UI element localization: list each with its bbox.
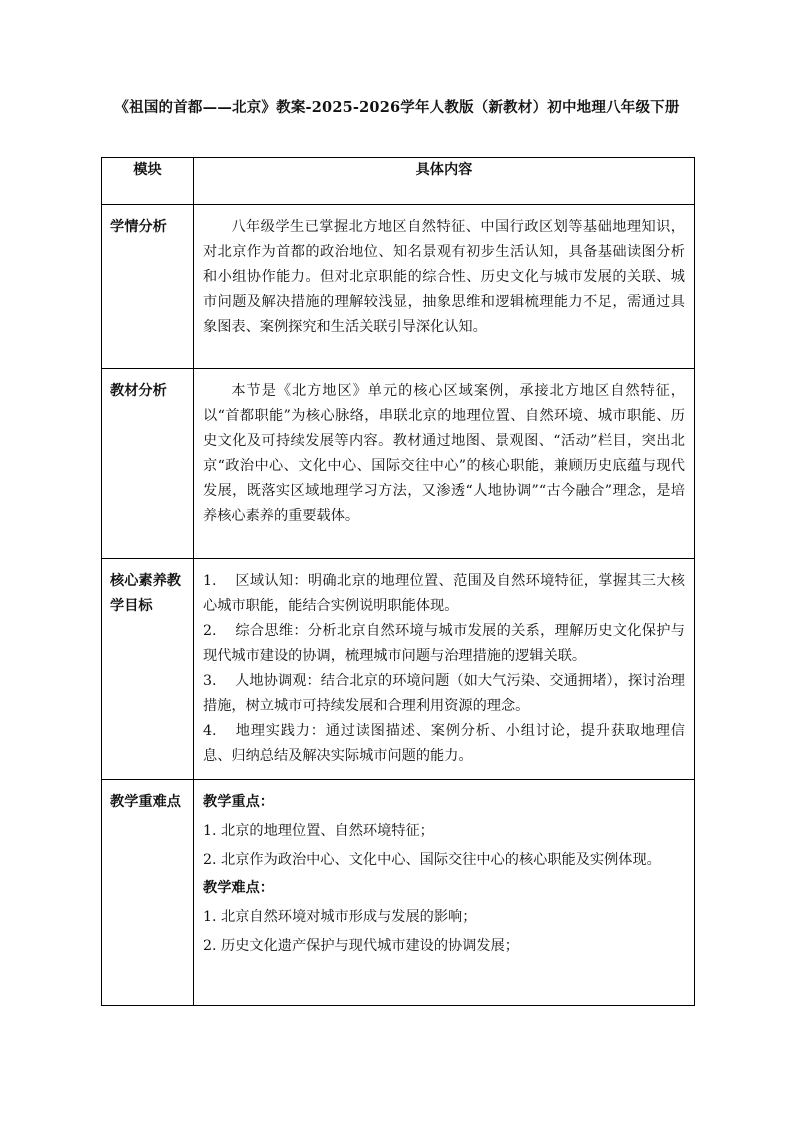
row-content (194, 780, 695, 1006)
lesson-plan-table (101, 157, 695, 1006)
goal-item (203, 569, 685, 619)
focus-item: 2. 北京作为政治中心、文化中心、国际交往中心的核心职能及实例体现。 (203, 852, 661, 868)
row-label: 学情分析 (102, 205, 194, 369)
goal-text: 地理实践力：通过读图描述、案例分析、小组讨论，提升获取地理信息、归纳总结及解决实际城市问题的能力。 (203, 723, 685, 764)
row-label: 教材分析 (102, 369, 194, 559)
row-core-goals (102, 559, 695, 780)
focus-item: 1. 北京的地理位置、自然环境特征； (203, 823, 434, 839)
difficulty-item: 2. 历史文化遗产保护与现代城市建设的协调发展； (203, 938, 519, 954)
row-content (194, 369, 695, 559)
student-analysis-text: 八年级学生已掌握北方地区自然特征、中国行政区划等基础地理知识，对北京作为首都的政治地位、知名景观有初步生活认知，具备基础读图分析和小组协作能力。但对北京职能的综合性、历史文化与城市发展的关联、城市问题及解决措施的理解较浅显，抽象思维和逻辑梳理能力不足，需通过具象图表、案例探究和生活关联引导深化认知。 (203, 219, 685, 335)
row-content (194, 559, 695, 780)
goal-number: 1. (203, 573, 217, 589)
row-label: 核心素养教学目标 (102, 559, 194, 780)
goal-number: 4. (203, 723, 217, 739)
header-content: 具体内容 (194, 158, 695, 205)
focus-heading: 教学重点： (203, 794, 274, 810)
row-label: 教学重难点 (102, 780, 194, 1006)
row-student-analysis (102, 205, 695, 369)
goal-number: 3. (203, 673, 217, 689)
goal-item (203, 669, 685, 719)
difficulty-heading: 教学难点： (203, 880, 274, 896)
header-module: 模块 (102, 158, 194, 205)
difficulty-item: 1. 北京自然环境对城市形成与发展的影响； (203, 909, 477, 925)
document-title: 《祖国的首都——北京》教案-2025-2026学年人教版（新教材）初中地理八年级下册 (114, 99, 680, 116)
textbook-analysis-text: 本节是《北方地区》单元的核心区域案例，承接北方地区自然特征，以“首都职能”为核心脉络，串联北京的地理位置、自然环境、城市职能、历史文化及可持续发展等内容。教材通过地图、景观图、“活动”栏目，突出北京“政治中心、文化中心、国际交往中心”的核心职能，兼顾历史底蕴与现代发展，既落实区域地理学习方法，又渗透“人地协调”“古今融合”理念，是培养核心素养的重要载体。 (203, 383, 685, 524)
goal-text: 人地协调观：结合北京的环境问题（如大气污染、交通拥堵），探讨治理措施，树立城市可持续发展和合理利用资源的理念。 (203, 673, 685, 714)
row-content (194, 205, 695, 369)
goal-item (203, 619, 685, 669)
goal-text: 区域认知：明确北京的地理位置、范围及自然环境特征，掌握其三大核心城市职能，能结合实例说明职能体现。 (203, 573, 685, 614)
table-header-row (102, 158, 695, 205)
goal-number: 2. (203, 623, 217, 639)
row-textbook-analysis (102, 369, 695, 559)
goal-item (203, 719, 685, 769)
row-key-points (102, 780, 695, 1006)
goal-text: 综合思维：分析北京自然环境与城市发展的关系，理解历史文化保护与现代城市建设的协调，梳理城市问题与治理措施的逻辑关联。 (203, 623, 685, 664)
